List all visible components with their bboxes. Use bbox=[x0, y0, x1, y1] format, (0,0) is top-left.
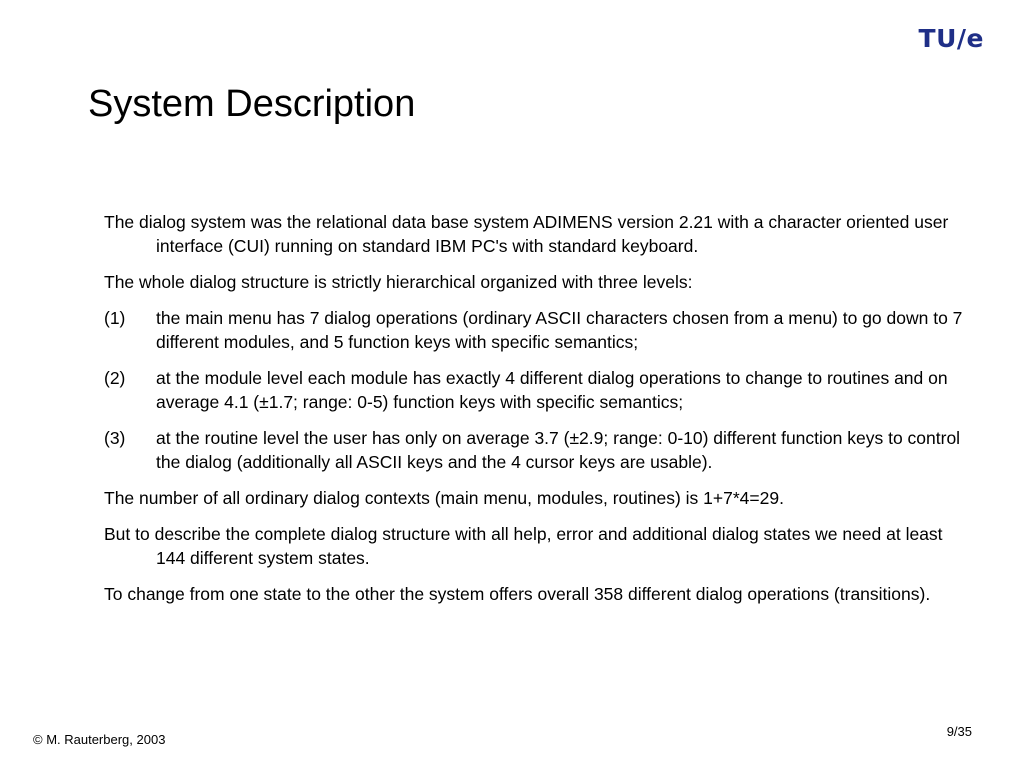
copyright-footer: © M. Rauterberg, 2003 bbox=[33, 732, 166, 747]
level-text: at the routine level the user has only on average 3.7 (±2.9; range: 0-10) different function keys to control the dialog (additionally all ASCII keys and the 4 cursor keys are usable). bbox=[156, 428, 961, 472]
slide-body bbox=[104, 210, 964, 618]
states-paragraph: But to describe the complete dialog structure with all help, error and additional dialog states we need at least 144 different system states. bbox=[104, 524, 943, 568]
level-item-1 bbox=[104, 306, 964, 354]
level-item-3 bbox=[104, 426, 964, 474]
intro-paragraph: The dialog system was the relational data base system ADIMENS version 2.21 with a character oriented user interface (CUI) running on standard IBM PC's with standard keyboard. bbox=[104, 212, 949, 256]
level-number: (3) bbox=[104, 428, 126, 448]
slide-title: System Description bbox=[88, 83, 416, 125]
level-item-2 bbox=[104, 366, 964, 414]
tue-logo: TU/e bbox=[918, 24, 984, 53]
page-number: 9/35 bbox=[946, 724, 972, 739]
structure-paragraph: The whole dialog structure is strictly hierarchical organized with three levels: bbox=[104, 272, 693, 292]
transitions-paragraph: To change from one state to the other the system offers overall 358 different dialog operations (transitions). bbox=[104, 584, 931, 604]
level-number: (2) bbox=[104, 368, 126, 388]
level-text: the main menu has 7 dialog operations (ordinary ASCII characters chosen from a menu) to go down to 7 different modules, and 5 function keys with specific semantics; bbox=[156, 308, 963, 352]
level-number: (1) bbox=[104, 308, 126, 328]
contexts-paragraph: The number of all ordinary dialog contexts (main menu, modules, routines) is 1+7*4=29. bbox=[104, 488, 784, 508]
level-text: at the module level each module has exactly 4 different dialog operations to change to routines and on average 4.1 (±1.7; range: 0-5) function keys with specific semantics; bbox=[156, 368, 948, 412]
